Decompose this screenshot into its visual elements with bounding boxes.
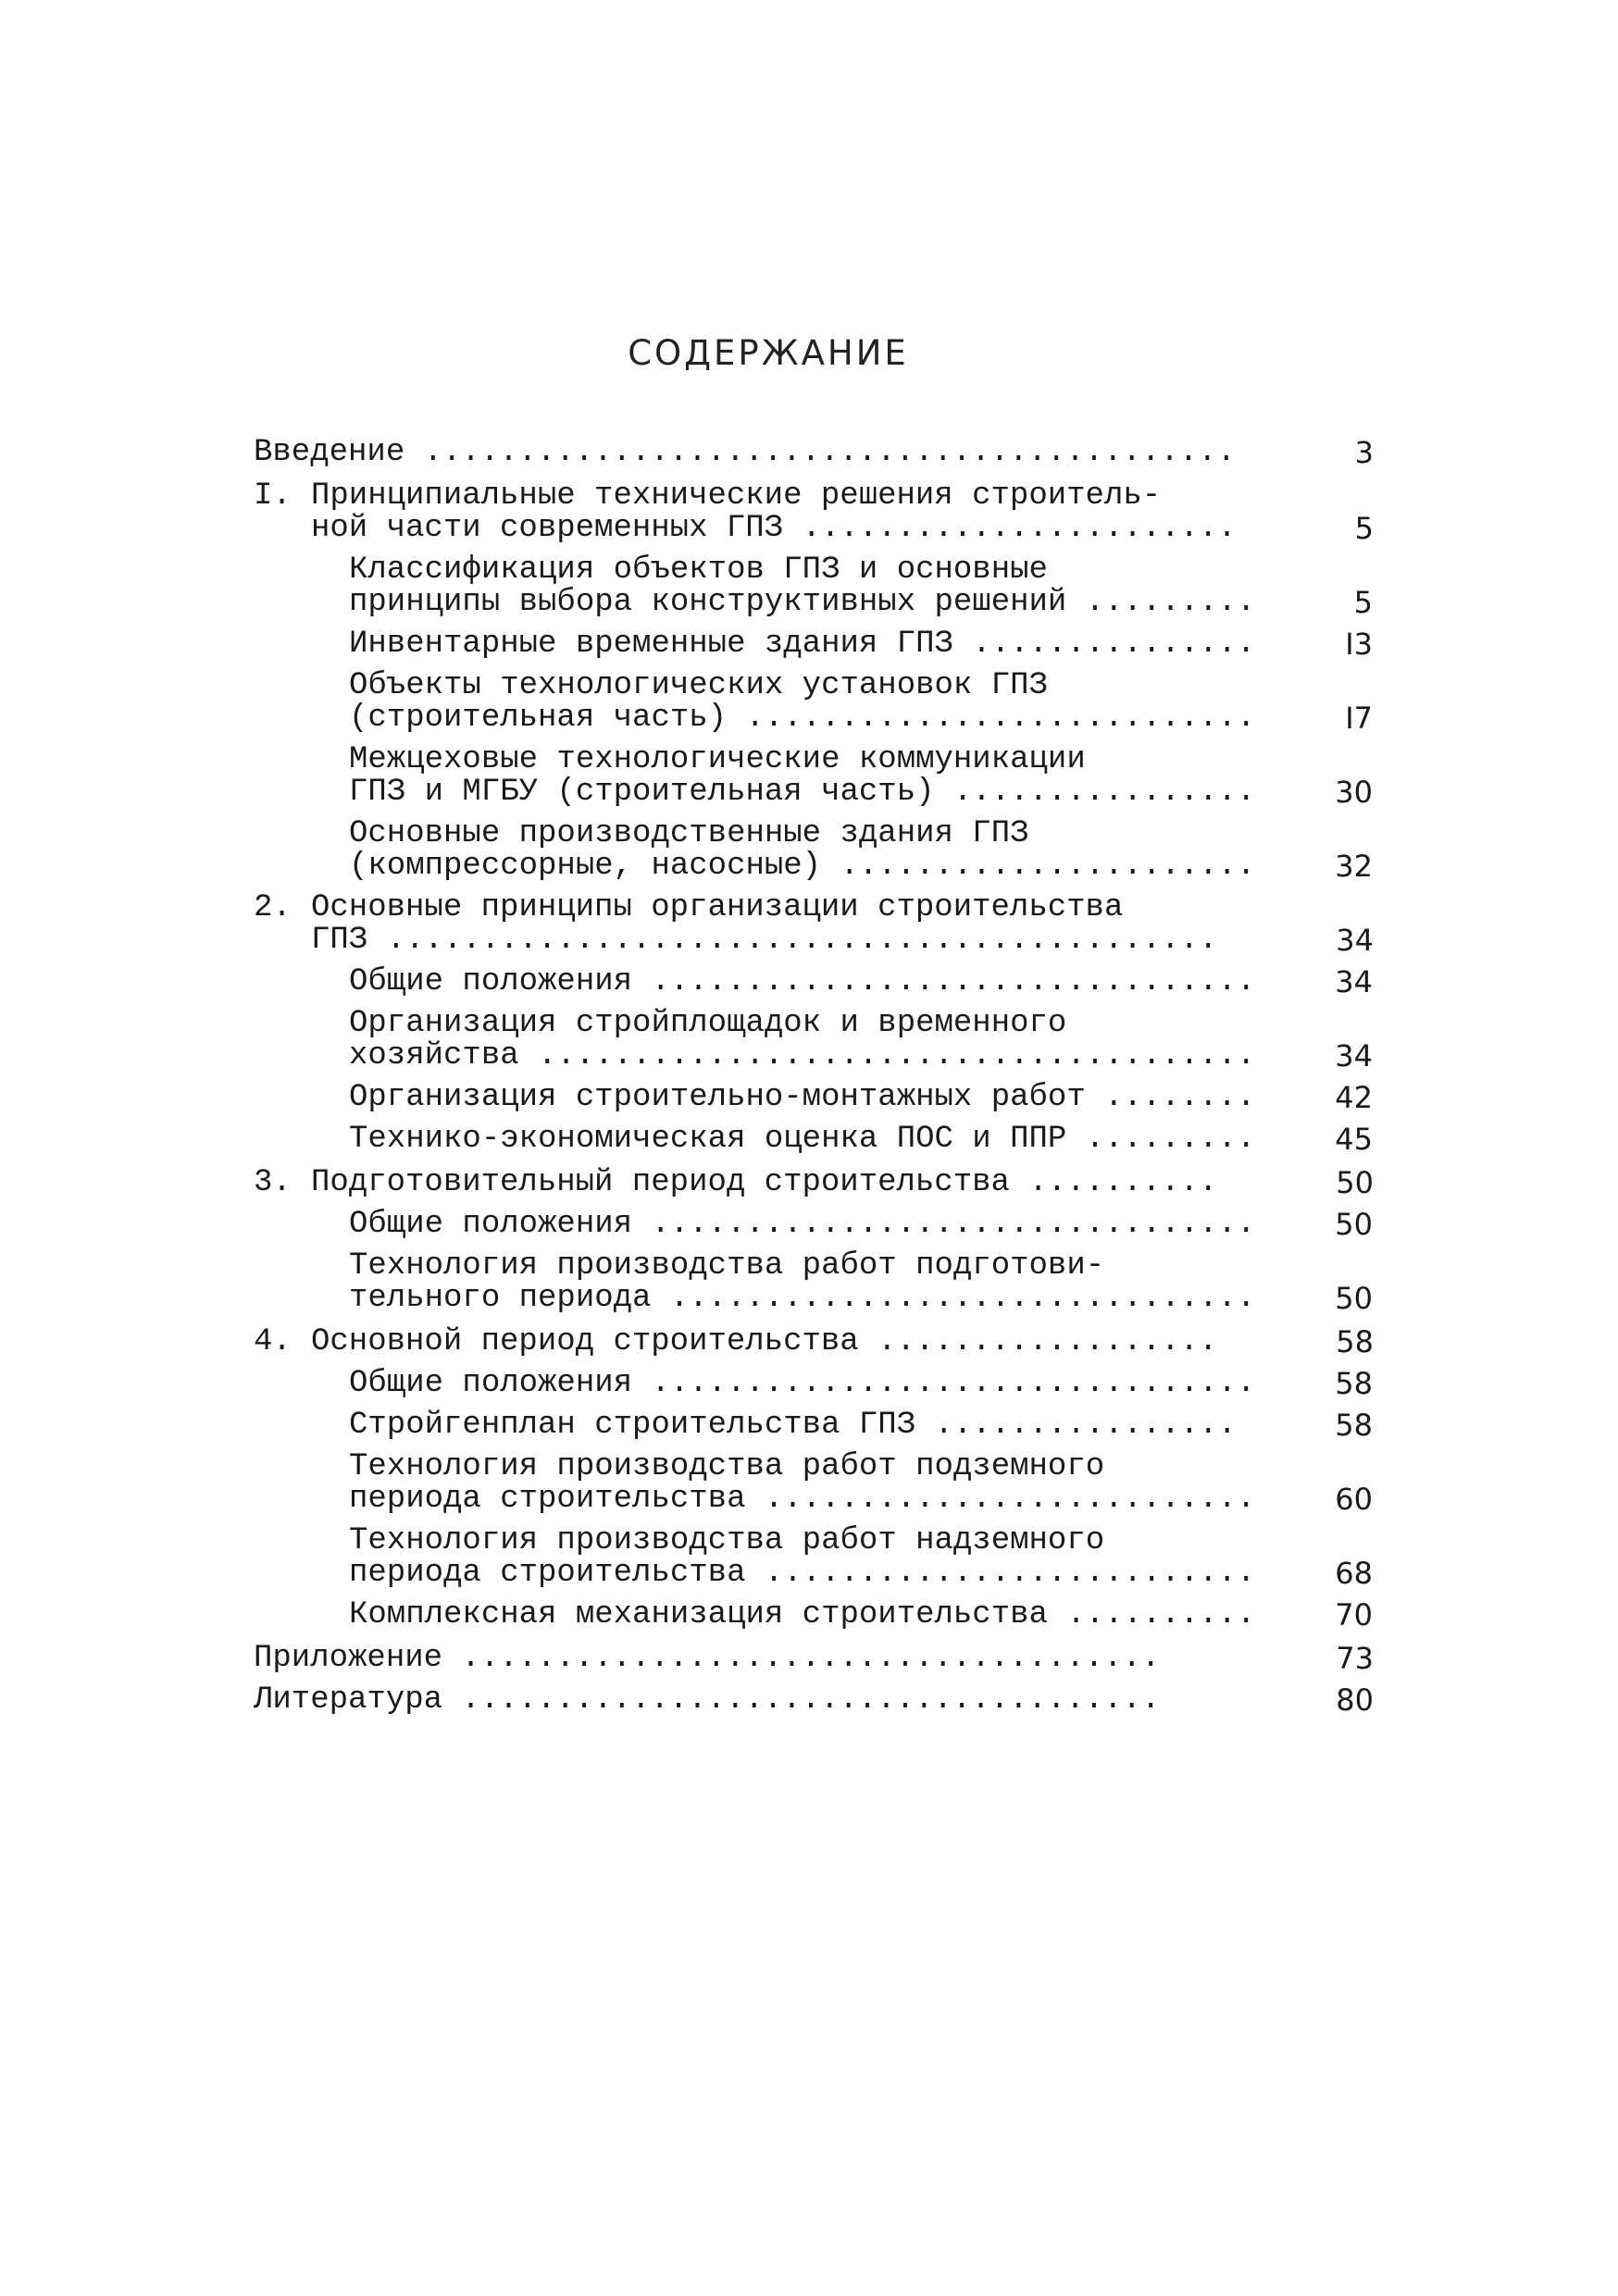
toc-entry-line: периода строительства .......................... <box>349 1556 1256 1591</box>
toc-entry <box>254 892 1374 957</box>
toc-entry <box>254 554 1374 619</box>
toc-entry-page-number: 32 <box>1335 849 1373 884</box>
toc-entry <box>254 1008 1374 1073</box>
toc-entry-page-number: 50 <box>1335 1281 1373 1316</box>
toc-entry-line: Комплексная механизация строительства .......... <box>349 1597 1256 1632</box>
toc-entry-page-number: 42 <box>1335 1080 1373 1115</box>
toc-entry-title <box>349 1366 1256 1401</box>
toc-entry-title <box>349 1122 1256 1157</box>
toc-entry-line: Основные принципы организации строительства <box>311 890 1124 925</box>
toc-entry-page-number: 34 <box>1336 923 1374 958</box>
toc-entry-title <box>311 1326 1253 1359</box>
toc-entry <box>254 628 1374 661</box>
toc-entry-title <box>349 1080 1256 1115</box>
toc-entry-line: Классификация объектов ГПЗ и основные <box>349 552 1048 588</box>
toc-entry-title <box>311 480 1253 545</box>
toc-entry-line: Подготовительный период строительства .......... <box>311 1165 1218 1200</box>
toc-entry-page-number: 58 <box>1335 1408 1373 1443</box>
toc-entry-title <box>349 627 1256 662</box>
toc-entry-number: 4. <box>254 1324 292 1359</box>
toc-entry-title <box>349 668 1256 736</box>
toc-entry-line: Технология производства работ надземного <box>349 1523 1105 1558</box>
toc-entry-number: 3. <box>254 1165 292 1200</box>
toc-entry-line: периода строительства .......................... <box>349 1482 1256 1517</box>
table-of-contents <box>254 428 1374 1717</box>
toc-entry-line: Технология производства работ подземного <box>349 1449 1105 1484</box>
toc-entry-title <box>349 964 1256 999</box>
toc-entry <box>254 744 1374 809</box>
toc-entry-page-number: 58 <box>1335 1366 1373 1401</box>
toc-entry-line: хозяйства ...................................... <box>349 1038 1256 1074</box>
toc-entry-line: Объекты технологических установок ГПЗ <box>349 668 1048 703</box>
toc-entry-title <box>254 437 1253 469</box>
toc-entry-page-number: 34 <box>1335 964 1373 999</box>
toc-entry-line: Основной период строительства .................. <box>311 1324 1218 1359</box>
toc-entry <box>254 1250 1374 1315</box>
toc-entry <box>254 1684 1374 1717</box>
toc-entry-line: Организация стройплощадок и временного <box>349 1006 1067 1041</box>
toc-entry-line: Стройгенплан строительства ГПЗ ................ <box>349 1408 1237 1443</box>
toc-entry-line: Технология производства работ подготови- <box>349 1248 1105 1284</box>
toc-entry <box>254 480 1374 545</box>
toc-entry-line: Основные производственные здания ГПЗ <box>349 816 1029 851</box>
toc-entry-page-number: 60 <box>1335 1482 1373 1517</box>
toc-entry <box>254 670 1374 735</box>
toc-entry-line: Межцеховые технологические коммуникации <box>349 742 1086 777</box>
toc-entry <box>254 437 1374 469</box>
toc-entry-page-number: I3 <box>1345 627 1373 662</box>
toc-entry-page-number: 50 <box>1336 1165 1374 1200</box>
toc-entry-line: Инвентарные временные здания ГПЗ ............... <box>349 627 1256 662</box>
toc-entry-title <box>311 1167 1253 1199</box>
toc-entry-page-number: 73 <box>1336 1641 1374 1676</box>
toc-entry-page-number: I7 <box>1345 701 1373 736</box>
toc-entry <box>254 966 1374 999</box>
toc-entry-page-number: 45 <box>1335 1122 1373 1157</box>
toc-entry-title <box>349 1449 1256 1517</box>
toc-entry-number: 2. <box>254 890 292 925</box>
toc-entry-page-number: 34 <box>1335 1038 1373 1074</box>
toc-entry <box>254 1451 1374 1516</box>
toc-entry-page-number: 58 <box>1336 1324 1374 1359</box>
toc-entry-line: Принципиальные технические решения строитель- <box>311 478 1162 514</box>
toc-entry-line: тельного периода ............................... <box>349 1281 1256 1316</box>
toc-entry-line: Общие положения ................................ <box>349 964 1256 999</box>
toc-entry-number: I. <box>254 478 292 514</box>
toc-entry-line: Введение ........................................... <box>254 435 1236 470</box>
toc-entry-page-number: 5 <box>1353 585 1373 620</box>
toc-entry <box>254 1209 1374 1241</box>
toc-entry-title <box>349 1248 1256 1316</box>
toc-entry-title <box>311 892 1253 957</box>
toc-entry-line: Общие положения ................................ <box>349 1207 1256 1242</box>
toc-entry-line: ной части современных ГПЗ ....................... <box>311 511 1237 546</box>
toc-entry-line: принципы выбора конструктивных решений ......... <box>349 585 1256 620</box>
toc-entry-title <box>254 1684 1253 1717</box>
toc-entry-line: (строительная часть) ........................... <box>349 701 1256 736</box>
toc-entry-title <box>349 1006 1256 1074</box>
toc-entry-page-number: 50 <box>1335 1207 1373 1242</box>
toc-entry <box>254 1326 1374 1359</box>
toc-entry <box>254 1368 1374 1400</box>
toc-entry-title <box>254 1643 1253 1675</box>
toc-entry-title <box>349 1207 1256 1242</box>
toc-entry-title <box>349 742 1256 810</box>
toc-entry-title <box>349 816 1256 884</box>
toc-entry-page-number: 68 <box>1335 1556 1373 1591</box>
toc-entry-page-number: 30 <box>1335 775 1373 810</box>
toc-entry-title <box>349 552 1256 620</box>
toc-entry-page-number: 5 <box>1354 511 1374 546</box>
toc-entry-title <box>349 1409 1252 1442</box>
toc-entry-title <box>349 1523 1256 1591</box>
toc-entry-title <box>349 1597 1256 1632</box>
toc-entry-line: Приложение ..................................... <box>254 1641 1161 1676</box>
toc-entry <box>254 1082 1374 1114</box>
toc-entry-line: ГПЗ и МГБУ (строительная часть) ................ <box>349 775 1256 810</box>
toc-entry-line: (компрессорные, насосные) ...................... <box>349 849 1256 884</box>
toc-entry-page-number: 80 <box>1336 1682 1374 1718</box>
toc-entry-line: Организация строительно-монтажных работ ........ <box>349 1080 1256 1115</box>
toc-entry <box>254 1167 1374 1199</box>
toc-entry <box>254 818 1374 883</box>
toc-entry <box>254 1643 1374 1675</box>
toc-entry-line: Литература ..................................... <box>254 1682 1161 1718</box>
toc-entry-line: ГПЗ ............................................ <box>311 923 1218 958</box>
toc-entry-line: Общие положения ................................ <box>349 1366 1256 1401</box>
page-title: СОДЕРЖАНИЕ <box>628 333 909 373</box>
toc-entry <box>254 1409 1374 1442</box>
toc-entry <box>254 1525 1374 1590</box>
toc-entry <box>254 1123 1374 1156</box>
toc-entry-page-number: 3 <box>1354 435 1374 470</box>
toc-entry-line: Технико-экономическая оценка ПОС и ППР ......... <box>349 1122 1256 1157</box>
toc-entry <box>254 1599 1374 1632</box>
toc-entry-page-number: 70 <box>1335 1597 1373 1632</box>
